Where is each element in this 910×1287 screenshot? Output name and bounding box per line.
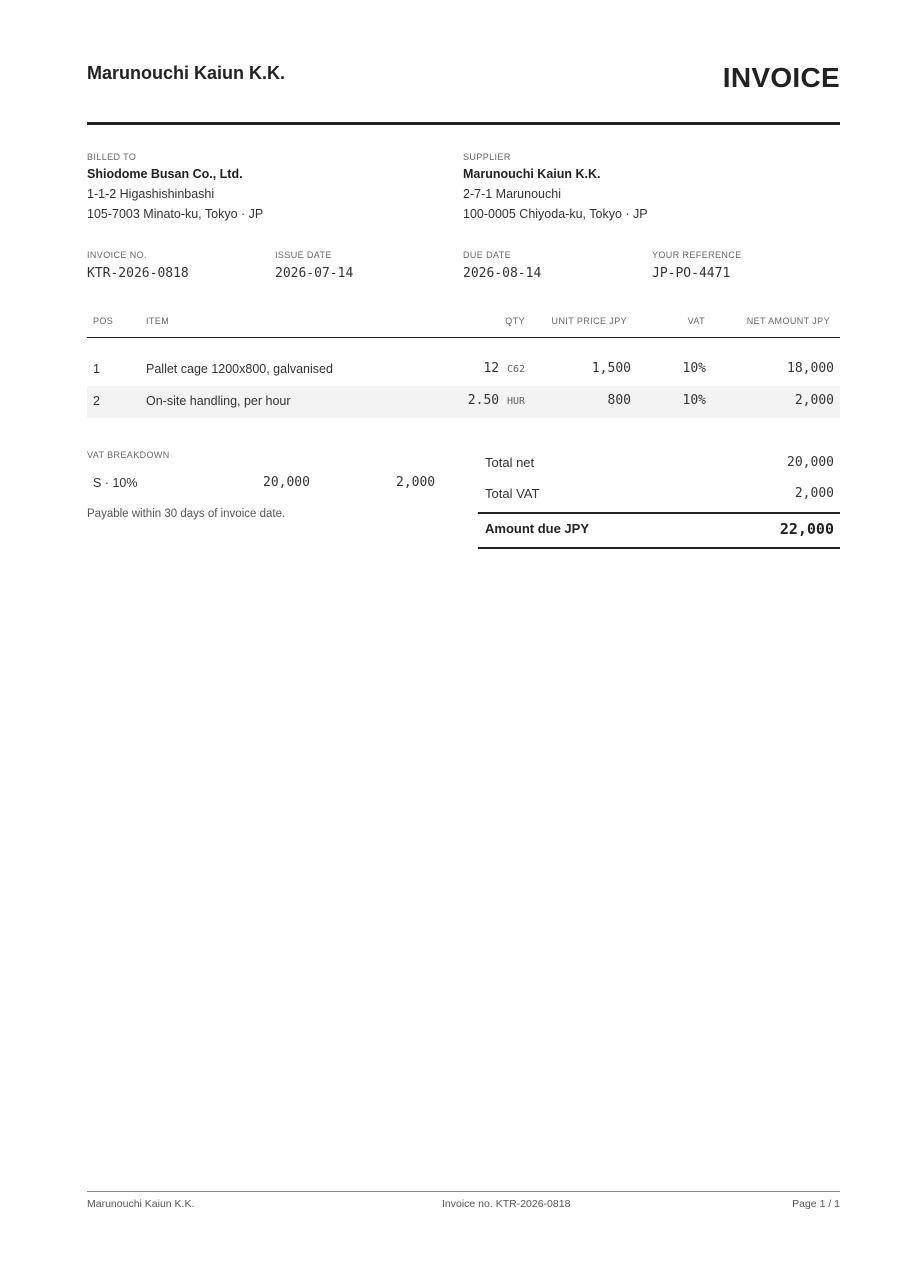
invoice-number-block	[87, 250, 267, 281]
billed-to-block	[87, 152, 447, 221]
footer-invoice-ref: Invoice no. KTR-2026-0818	[442, 1198, 571, 1210]
column-header-net-amount: NET AMOUNT JPY	[746, 316, 830, 326]
row-unit-price: 1,500	[591, 361, 631, 376]
due-date-block	[463, 250, 643, 281]
due-date: 2026-08-14	[463, 266, 542, 281]
line-items-header	[87, 308, 840, 338]
footer-divider	[87, 1191, 840, 1192]
issue-date-block	[275, 250, 455, 281]
document-title: INVOICE	[722, 62, 840, 93]
supplier-address-line-1: 2-7-1 Marunouchi	[463, 187, 561, 201]
reference-label: YOUR REFERENCE	[652, 250, 742, 260]
column-header-unit-price: UNIT PRICE JPY	[551, 316, 627, 326]
total-net-label: Total net	[485, 455, 535, 470]
footer-page-number: Page 1 / 1	[792, 1198, 840, 1210]
vat-amount: 2,000	[396, 475, 436, 490]
supplier-label: SUPPLIER	[463, 152, 511, 162]
row-qty-value: 12	[483, 361, 500, 376]
company-name: Marunouchi Kaiun K.K.	[87, 63, 285, 83]
total-vat-label: Total VAT	[485, 486, 540, 501]
total-net-value: 20,000	[787, 455, 834, 470]
issue-date: 2026-07-14	[275, 266, 354, 281]
vat-breakdown-label: VAT BREAKDOWN	[87, 450, 170, 460]
row-qty	[483, 361, 525, 376]
row-qty-unit: C62	[506, 364, 525, 375]
billed-to-name: Shiodome Busan Co., Ltd.	[87, 167, 243, 181]
billed-to-address-line-1: 1-1-2 Higashishinbashi	[87, 187, 215, 201]
row-vat-rate: 10%	[682, 361, 706, 376]
due-date-label: DUE DATE	[463, 250, 512, 260]
supplier-address-line-2: 100-0005 Chiyoda-ku, Tokyo · JP	[463, 207, 648, 221]
reference: JP-PO-4471	[652, 266, 731, 281]
total-net-row	[478, 447, 840, 478]
amount-due-row	[478, 512, 840, 549]
invoice-page	[87, 0, 840, 1287]
vat-category: S · 10%	[93, 476, 138, 490]
invoice-number: KTR-2026-0818	[87, 266, 189, 281]
row-net-amount: 18,000	[787, 361, 834, 376]
row-net-amount: 2,000	[794, 393, 834, 408]
header-divider	[87, 122, 840, 125]
supplier-block	[463, 152, 823, 221]
amount-due-label: Amount due JPY	[485, 521, 590, 536]
footer-company: Marunouchi Kaiun K.K.	[87, 1198, 195, 1210]
row-qty-unit: HUR	[506, 396, 525, 407]
reference-block	[652, 250, 832, 281]
row-item: On-site handling, per hour	[146, 394, 291, 408]
row-qty-value: 2.50	[467, 393, 500, 408]
row-qty	[468, 393, 525, 408]
total-vat-value: 2,000	[794, 486, 834, 501]
row-pos: 1	[93, 362, 100, 376]
invoice-number-label: INVOICE NO.	[87, 250, 147, 260]
table-row	[87, 386, 840, 418]
row-item: Pallet cage 1200x800, galvanised	[146, 362, 333, 376]
billed-to-label: BILLED TO	[87, 152, 137, 162]
column-header-item: ITEM	[146, 316, 170, 326]
row-pos: 2	[93, 394, 100, 408]
issue-date-label: ISSUE DATE	[275, 250, 332, 260]
supplier-name: Marunouchi Kaiun K.K.	[463, 167, 601, 181]
total-vat-row	[478, 478, 840, 509]
vat-taxable-base: 20,000	[263, 475, 310, 490]
row-vat-rate: 10%	[682, 393, 706, 408]
column-header-vat: VAT	[687, 316, 705, 326]
column-header-pos: POS	[93, 316, 114, 326]
totals-block	[478, 447, 840, 549]
amount-due-value: 22,000	[779, 520, 834, 538]
row-unit-price: 800	[607, 393, 631, 408]
column-header-qty: QTY	[505, 316, 525, 326]
table-row	[87, 354, 840, 386]
payment-terms: Payable within 30 days of invoice date.	[87, 508, 286, 520]
billed-to-address-line-2: 105-7003 Minato-ku, Tokyo · JP	[87, 207, 264, 221]
